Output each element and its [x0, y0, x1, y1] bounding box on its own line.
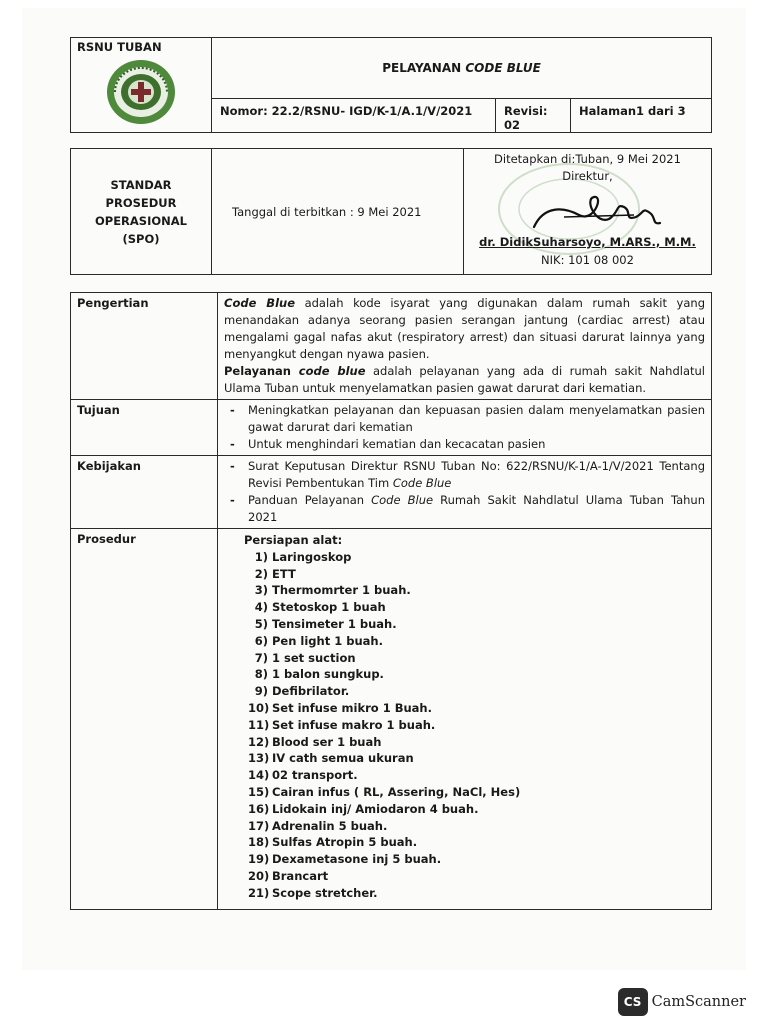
revisi-field: Revisi: 02	[496, 99, 571, 133]
list-item: 5) Tensimeter 1 buah.	[254, 616, 397, 631]
list-item: 9) Defibrilator.	[254, 684, 350, 699]
list-item: 12) Blood ser 1 buah	[248, 734, 382, 749]
spo-label: STANDAR PROSEDUR OPERASIONAL (SPO)	[71, 149, 212, 275]
list-item: 7) 1 set suction	[254, 650, 356, 665]
spo-table	[70, 148, 712, 275]
list-item: 6) Pen light 1 buah.	[254, 633, 383, 648]
list-item: - Panduan Pelayanan Code Blue Rumah Sakit Nahdlatul Ulama Tuban Tahun 2021	[224, 492, 705, 526]
document-title: PELAYANAN CODE BLUE	[212, 38, 712, 99]
label-kebijakan: Kebijakan	[71, 456, 218, 529]
director-nik: NIK: 101 08 002	[541, 253, 634, 267]
row-prosedur	[71, 529, 712, 910]
list-item: 16) Lidokain inj/ Amiodaron 4 buah.	[248, 801, 479, 816]
list-item: 10) Set infuse mikro 1 Buah.	[248, 700, 432, 715]
list-item: 2) ETT	[254, 566, 296, 581]
director-name: dr. DidikSuharsoyo, M.ARS., M.M.	[479, 235, 696, 249]
list-item: 17) Adrenalin 5 buah.	[248, 818, 388, 833]
list-item: 11) Set infuse makro 1 buah.	[248, 717, 436, 732]
direktur-text: Direktur,	[562, 169, 613, 183]
content-table	[70, 292, 712, 910]
persiapan-title: Persiapan alat:	[244, 533, 343, 547]
tujuan-list	[218, 400, 712, 456]
list-item: 15) Cairan infus ( RL, Assering, NaCl, Hes)	[248, 784, 521, 799]
tanggal-terbit: Tanggal di terbitkan : 9 Mei 2021	[212, 149, 464, 275]
row-kebijakan	[71, 456, 712, 529]
list-item: 1) Laringoskop	[254, 549, 352, 564]
list-item: 4) Stetoskop 1 buah	[254, 600, 386, 615]
label-tujuan: Tujuan	[71, 400, 218, 456]
prosedur-content	[218, 529, 712, 910]
list-item: 18) Sulfas Atropin 5 buah.	[248, 835, 418, 850]
list-item: 19) Dexametasone inj 5 buah.	[248, 852, 442, 867]
list-item: - Meningkatkan pelayanan dan kepuasan pasien dalam menyelamatkan pasien gawat darurat dari kematian	[224, 402, 705, 436]
pengertian-text: Code Blue adalah kode isyarat yang digunakan dalam rumah sakit yang menandakan adanya seorang pasien serangan jantung (cardiac arrest) atau mengalami gagal nafas akut (respiratory arrest) dan situasi darurat lainnya yang menyangkut dengan nyawa pasien. Pelayanan code blue adalah pelayanan yang ada di rumah sakit Nahdlatul Ulama Tuban untuk menyelamatkan pasien gawat darurat dari kematian.	[218, 293, 712, 400]
camscanner-watermark	[618, 988, 746, 1016]
label-pengertian: Pengertian	[71, 293, 218, 400]
logo-cell	[71, 38, 212, 133]
list-item: 14) 02 transport.	[248, 768, 358, 783]
row-tujuan	[71, 400, 712, 456]
kebijakan-list	[218, 456, 712, 529]
signature-icon	[524, 185, 664, 235]
list-item: - Untuk menghindari kematian dan kecacatan pasien	[224, 436, 705, 453]
list-item: 20) Brancart	[248, 868, 329, 883]
row-pengertian	[71, 293, 712, 400]
persiapan-list	[224, 549, 705, 902]
nomor-field: Nomor: 22.2/RSNU- IGD/K-1/A.1/V/2021	[212, 99, 496, 133]
list-item: 21) Scope stretcher.	[248, 885, 378, 900]
hospital-name: RSNU TUBAN	[77, 40, 162, 54]
list-item: 13) IV cath semua ukuran	[248, 751, 414, 766]
ditetapkan-text: Ditetapkan di:Tuban, 9 Mei 2021	[494, 152, 681, 166]
camscanner-logo-icon: CS	[618, 988, 648, 1016]
header-table	[70, 37, 712, 133]
halaman-field: Halaman1 dari 3	[571, 99, 712, 133]
list-item: 8) 1 balon sungkup.	[254, 667, 384, 682]
camscanner-brand: CamScanner	[651, 994, 746, 1010]
label-prosedur: Prosedur	[71, 529, 218, 910]
signature-block	[464, 149, 712, 275]
list-item: 3) Thermomrter 1 buah.	[254, 583, 411, 598]
list-item: - Surat Keputusan Direktur RSNU Tuban No: 622/RSNU/K-1/A-1/V/2021 Tentang Revisi Pembentukan Tim Code Blue	[224, 458, 705, 492]
hospital-logo-icon	[105, 58, 177, 126]
